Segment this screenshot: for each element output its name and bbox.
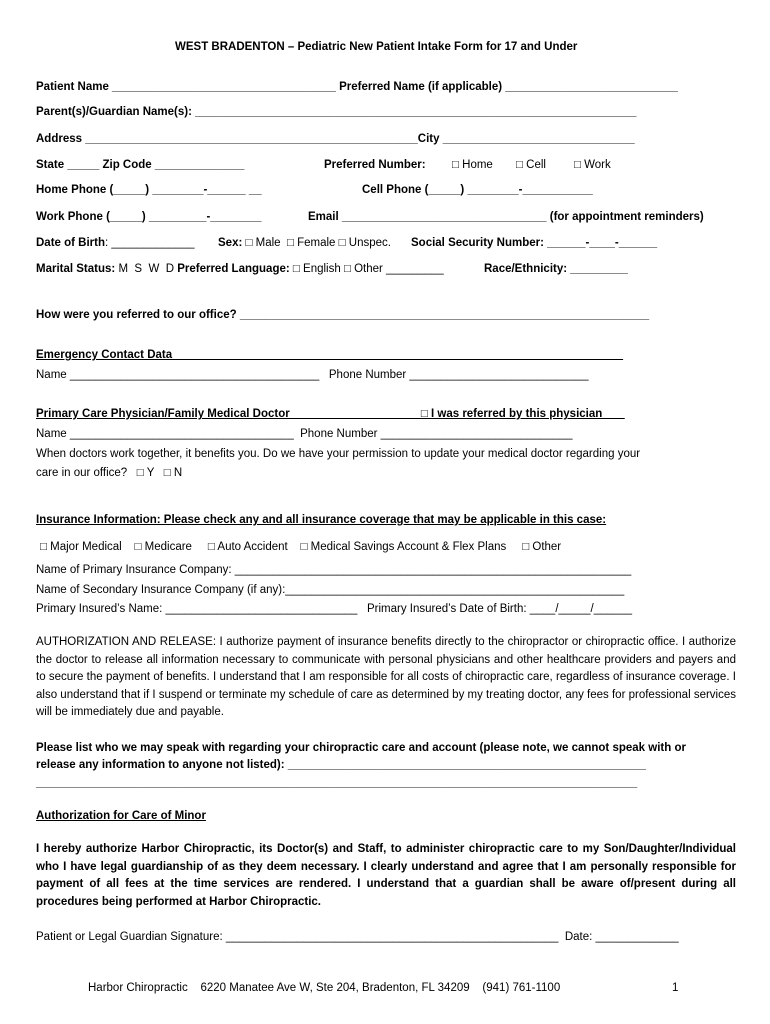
speak-with-text: Please list who we may speak with regarding your chiropractic care and account (please note, we cannot speak with or xyxy=(36,742,686,754)
work-phone-field[interactable]: Work Phone (_____) _________-________ xyxy=(36,211,262,223)
footer-contact: Harbor Chiropractic 6220 Manatee Ave W, Ste 204, Bradenton, FL 34209 (941) 761-1100 xyxy=(88,982,561,994)
insurance-heading: Insurance Information: Please check any and all insurance coverage that may be applicable in this case: xyxy=(36,514,607,526)
address-field[interactable]: Address ____________________________________________________City ______________________________ xyxy=(36,133,635,145)
email-field[interactable]: Email ________________________________ (for appointment reminders) xyxy=(308,211,704,223)
pcp-permission-options[interactable]: care in our office? □ Y □ N xyxy=(36,467,183,479)
sex-label: Sex: xyxy=(218,237,246,249)
sex-options: □ Male □ Female □ Unspec. xyxy=(245,237,391,249)
sex-field[interactable] xyxy=(218,236,391,250)
form-title: WEST BRADENTON – Pediatric New Patient Intake Form for 17 and Under xyxy=(175,41,578,53)
ssn-field[interactable]: Social Security Number: ______-____-______ xyxy=(411,237,658,249)
marital-label: Marital Status: xyxy=(36,263,119,275)
pcp-contact-field[interactable]: Name ___________________________________ Phone Number ______________________________ xyxy=(36,428,573,440)
date-of-birth-field[interactable] xyxy=(36,236,195,250)
preferred-work-checkbox[interactable]: □ Work xyxy=(574,159,611,171)
emergency-heading-text: Emergency Contact Data ______________________________________________________________________ xyxy=(36,349,624,361)
dob-label: Date of Birth xyxy=(36,237,105,249)
secondary-insurance-field[interactable]: Name of Secondary Insurance Company (if any):_____________________________________________________ xyxy=(36,584,625,596)
guardian-name-field[interactable]: Parent(s)/Guardian Name(s): _____________________________________________________________________ xyxy=(36,106,637,118)
minor-authorization-paragraph: I hereby authorize Harbor Chiropractic, its Doctor(s) and Staff, to administer chiropractic care to my Son/Daughter/Individual who I have legal guardianship of as they deem necessary. I clearly understand and agree that I am personally responsible for payment of all fees at the time services are rendered. I understand that a guardian shall be aware of/present during all procedures being performed at Harbor Chiropractic. xyxy=(36,843,736,908)
state-zip-field[interactable]: State _____ Zip Code ______________ xyxy=(36,159,245,171)
emergency-contact-field[interactable]: Name _______________________________________ Phone Number ____________________________ xyxy=(36,369,589,381)
marital-options: M S W D xyxy=(118,263,178,275)
minor-authorization-heading: Authorization for Care of Minor xyxy=(36,810,206,822)
language-label: Preferred Language: xyxy=(177,263,293,275)
pcp-heading[interactable]: Primary Care Physician/Family Medical Doctor ____________________□ I was referred by this physician ___ xyxy=(36,408,625,420)
pcp-permission-text: When doctors work together, it benefits you. Do we have your permission to update your medical doctor regarding your xyxy=(36,448,641,460)
primary-insurance-field[interactable]: Name of Primary Insurance Company: ______________________________________________________________ xyxy=(36,564,632,576)
race-ethnicity-field[interactable]: Race/Ethnicity: _________ xyxy=(484,263,628,275)
authorization-paragraph: AUTHORIZATION AND RELEASE: I authorize payment of insurance benefits directly to the chiropractor or chiropractic office. I authorize the doctor to release all information necessary to communicate with personal physicians and other healthcare providers and payers and to secure the payment of benefits. I understand that I am responsible for all costs of chiropractic care, regardless of insurance coverage. I also understand that if I suspend or terminate my schedule of care as determined by my treating doctor, any fees for professional services will be immediately due and payable. xyxy=(36,636,736,718)
speak-with-extra-line[interactable]: ______________________________________________________________________________________________ xyxy=(36,777,638,789)
preferred-cell-checkbox[interactable]: □ Cell xyxy=(516,159,546,171)
language-options: □ English □ Other _________ xyxy=(292,263,444,275)
cell-phone-field[interactable]: Cell Phone (_____) ________-___________ xyxy=(362,184,593,196)
emergency-contact-heading xyxy=(36,348,623,362)
home-phone-field[interactable]: Home Phone (_____) ________-______ __ xyxy=(36,184,262,196)
page-number: 1 xyxy=(672,982,679,994)
signature-date-field[interactable]: Patient or Legal Guardian Signature: ____________________________________________________ Date: _____________ xyxy=(36,931,679,943)
preferred-home-checkbox[interactable]: □ Home xyxy=(452,159,493,171)
referral-field[interactable]: How were you referred to our office? ________________________________________________________________ xyxy=(36,309,650,321)
insurance-type-options[interactable]: □ Major Medical □ Medicare □ Auto Accident □ Medical Savings Account & Flex Plans □ Other xyxy=(40,541,562,553)
preferred-number-label: Preferred Number: xyxy=(324,159,426,171)
speak-with-field[interactable]: release any information to anyone not listed): ________________________________________________________ xyxy=(36,759,646,771)
dob-blank: : _____________ xyxy=(105,237,195,249)
primary-insured-field[interactable]: Primary Insured’s Name: ______________________________ Primary Insured’s Date of Birth: ____/_____/______ xyxy=(36,603,633,615)
patient-name-field[interactable]: Patient Name ___________________________________ Preferred Name (if applicable) ___________________________ xyxy=(36,81,678,93)
marital-language-field[interactable] xyxy=(36,262,444,276)
